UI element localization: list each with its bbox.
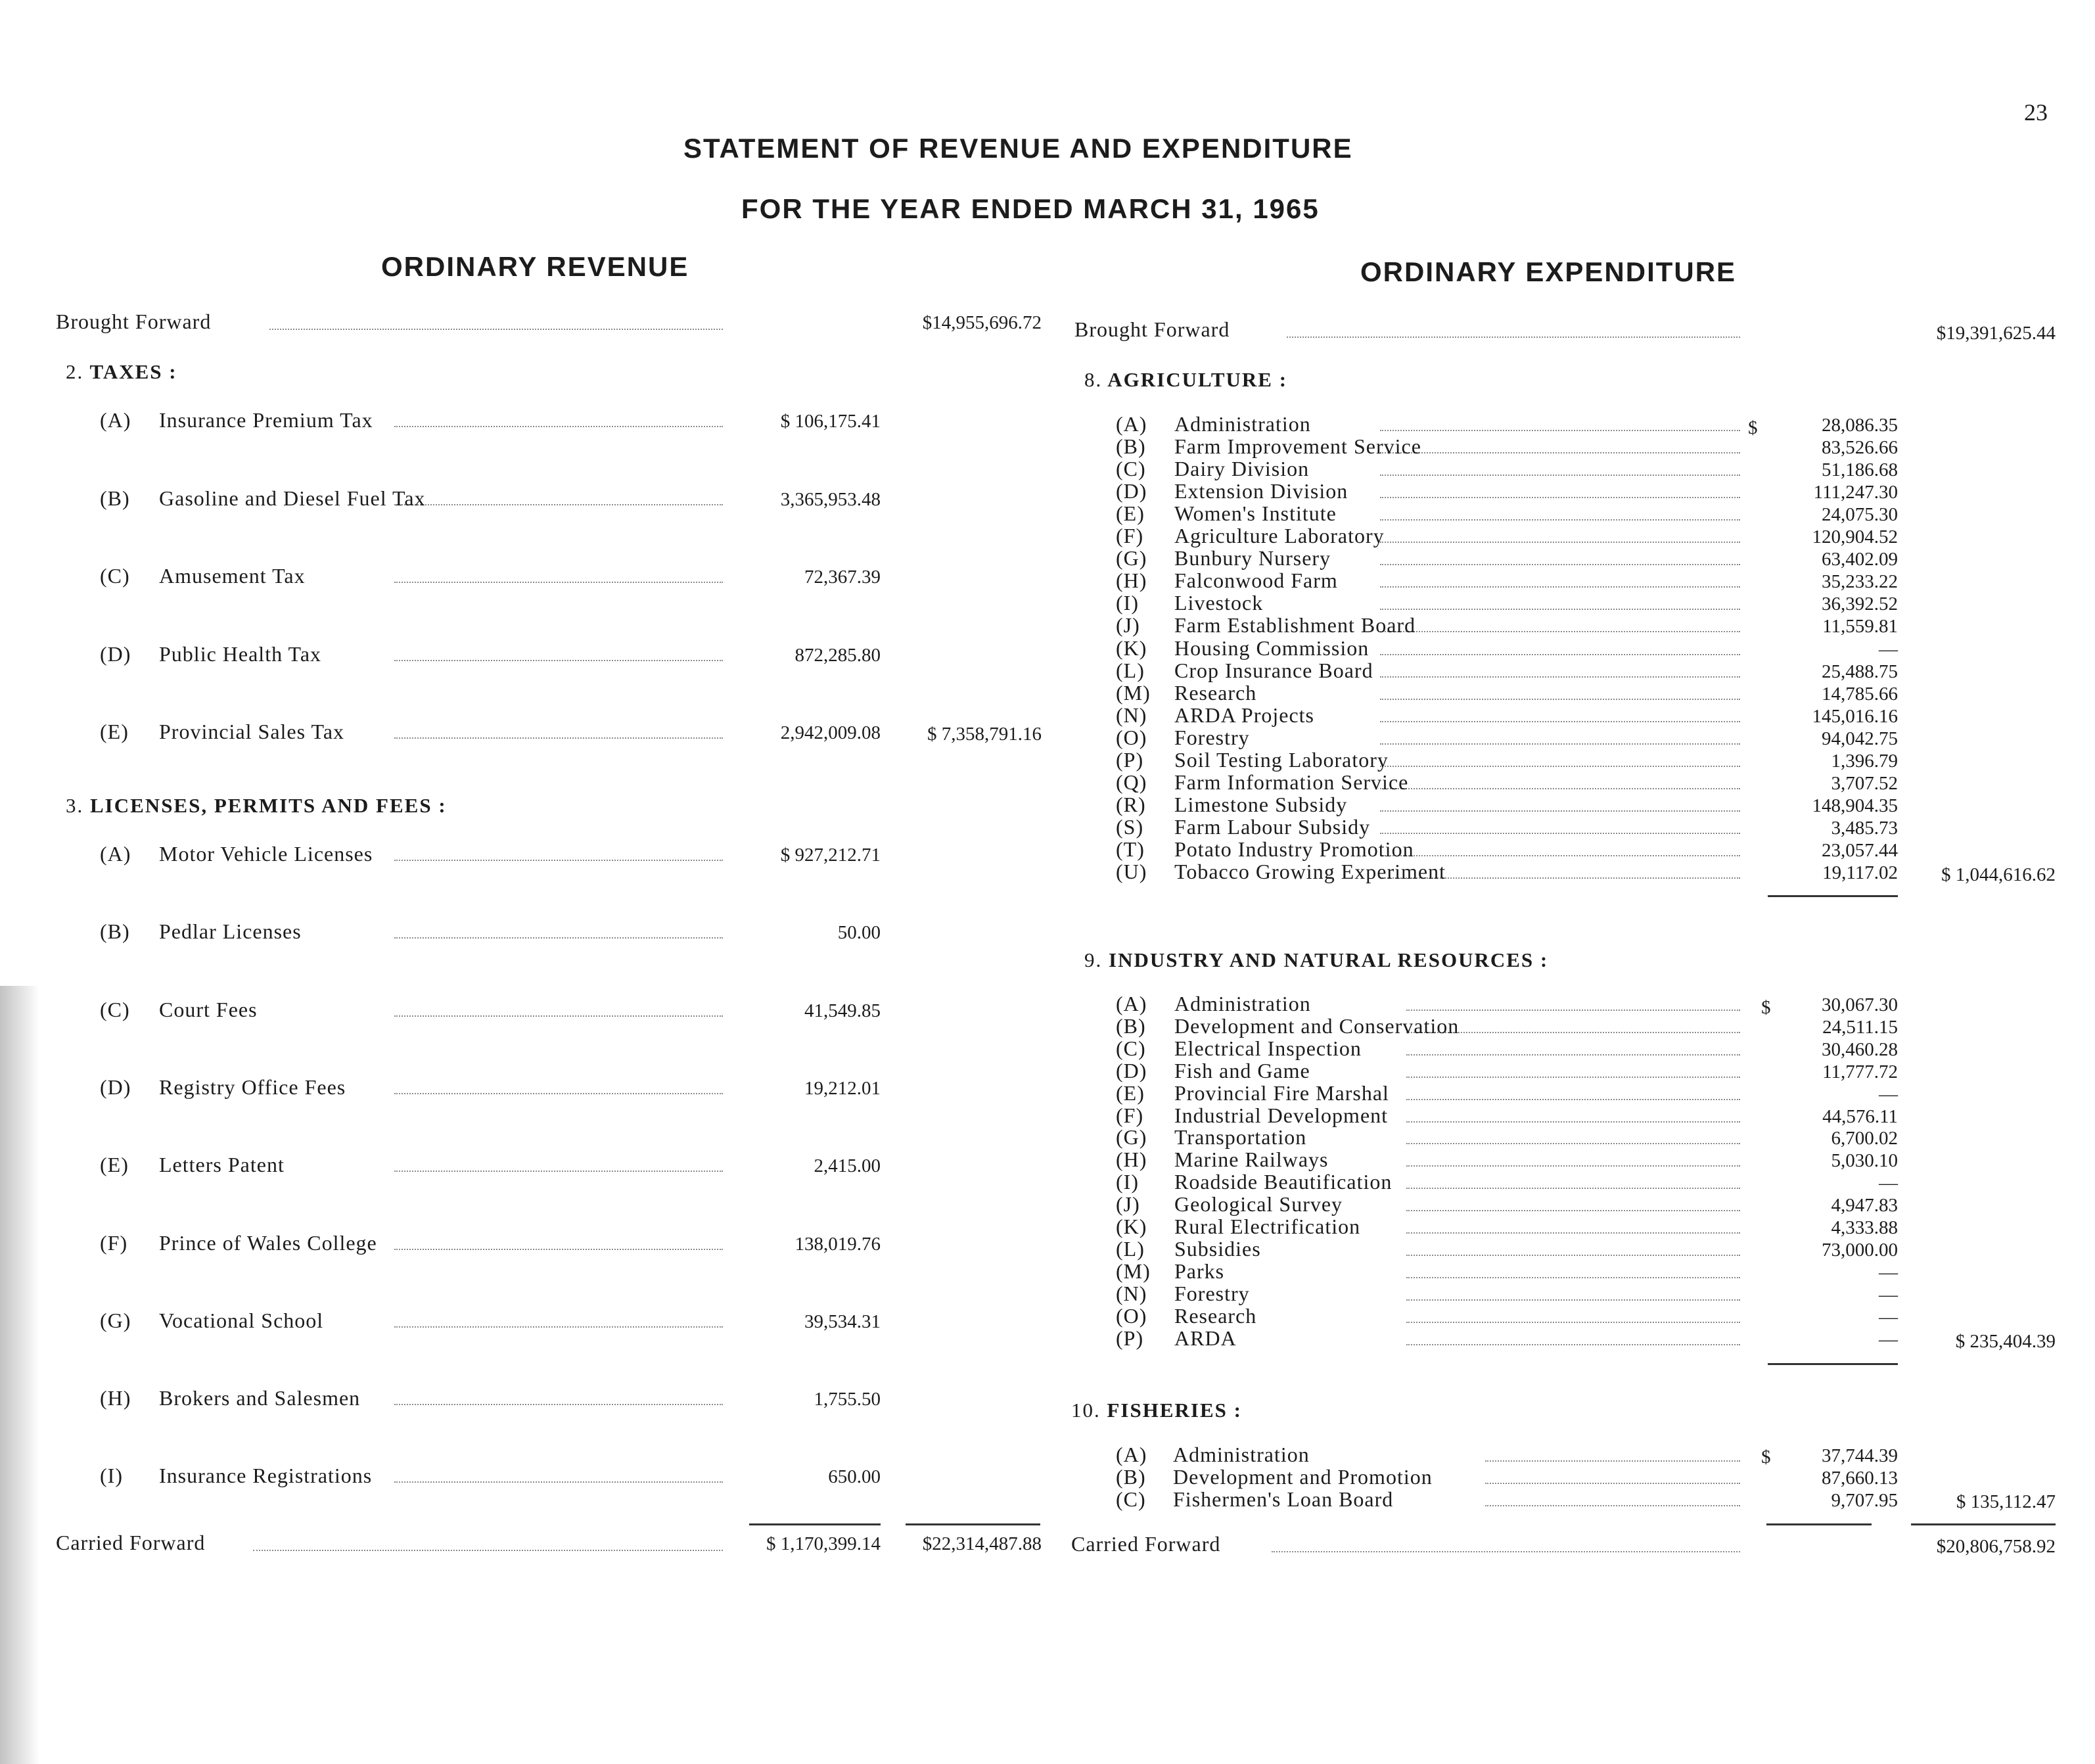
section-heading (66, 360, 177, 384)
item-code: (C) (100, 997, 130, 1021)
total-rule (1911, 1523, 2056, 1525)
dot-leader (1406, 1188, 1740, 1189)
item-code: (B) (100, 486, 130, 510)
dot-leader (1380, 743, 1740, 745)
dot-leader (394, 1249, 723, 1250)
item-code: (P) (1116, 747, 1144, 772)
item-amount: 37,744.39 (1822, 1445, 1898, 1466)
item-label: Parks (1174, 1259, 1225, 1283)
item-label: Court Fees (159, 997, 258, 1021)
item-code: (B) (1116, 1013, 1146, 1038)
item-label: Insurance Premium Tax (159, 408, 373, 432)
item-amount: 6,700.02 (1831, 1128, 1898, 1149)
dot-leader (1380, 676, 1740, 678)
dot-leader (1380, 855, 1740, 856)
item-code: (B) (1116, 434, 1146, 459)
item-code: (T) (1116, 837, 1145, 861)
dot-leader (394, 737, 723, 739)
dot-leader (394, 937, 723, 939)
dot-leader (1380, 699, 1740, 700)
revenue-carried-forward-label: Carried Forward (56, 1531, 206, 1554)
item-amount: 111,247.30 (1813, 482, 1898, 503)
section-total: $ 7,358,791.16 (927, 724, 1042, 745)
item-amount: 11,777.72 (1822, 1061, 1898, 1082)
item-code: (C) (1116, 1487, 1146, 1511)
expenditure-heading: ORDINARY EXPENDITURE (1360, 256, 1737, 287)
item-label: Gasoline and Diesel Fuel Tax (159, 486, 426, 510)
item-amount: — (1879, 1328, 1898, 1350)
section-heading (66, 794, 447, 818)
item-code: (F) (100, 1230, 128, 1255)
section-total: $ 235,404.39 (1955, 1331, 2056, 1352)
item-amount: 14,785.66 (1822, 683, 1898, 705)
item-label: Research (1174, 680, 1257, 705)
total-rule (906, 1523, 1040, 1525)
item-code: (N) (1116, 1281, 1147, 1305)
section-rule (1768, 1363, 1898, 1365)
item-label: Amusement Tax (159, 564, 306, 588)
item-label: Transportation (1174, 1125, 1307, 1149)
section-number: 10. (1071, 1399, 1101, 1422)
item-code: (Q) (1116, 770, 1147, 794)
item-code: (E) (100, 720, 129, 743)
item-label: Bunbury Nursery (1174, 546, 1331, 570)
revenue-carried-forward-subtotal: $ 1,170,399.14 (766, 1533, 881, 1554)
item-label: Farm Labour Subsidy (1174, 814, 1371, 839)
item-code: (A) (100, 408, 131, 432)
dot-leader (1406, 1121, 1740, 1123)
item-amount: 1,755.50 (814, 1389, 881, 1410)
dot-leader (269, 329, 723, 330)
item-amount: 30,460.28 (1822, 1038, 1898, 1060)
dot-leader (1406, 1344, 1740, 1345)
item-code: (A) (1116, 1443, 1147, 1466)
item-code: (A) (100, 842, 131, 866)
item-amount: 24,511.15 (1822, 1016, 1898, 1038)
item-label: Roadside Beautification (1174, 1170, 1393, 1194)
item-label: Letters Patent (159, 1153, 285, 1177)
dot-leader (1380, 654, 1740, 655)
item-amount: 23,057.44 (1822, 839, 1898, 861)
item-amount: — (1879, 1284, 1898, 1305)
item-label: Forestry (1174, 1281, 1250, 1305)
item-label: Development and Conservation (1174, 1013, 1460, 1038)
item-amount: 2,415.00 (814, 1155, 881, 1177)
item-label: Limestone Subsidy (1174, 792, 1348, 816)
item-code: (D) (1116, 1058, 1147, 1082)
dot-leader (1380, 586, 1740, 588)
dot-leader (394, 582, 723, 583)
dot-leader (1406, 1322, 1740, 1323)
item-label: Industrial Development (1174, 1103, 1389, 1127)
item-amount: 51,186.68 (1822, 459, 1898, 481)
item-amount: 19,212.01 (804, 1077, 881, 1099)
item-code: (U) (1116, 860, 1147, 883)
dot-leader (1380, 810, 1740, 812)
dot-leader (394, 504, 723, 505)
dot-leader (394, 860, 723, 861)
item-code: (H) (1116, 569, 1147, 593)
dot-leader (1380, 542, 1740, 543)
item-code: (H) (100, 1386, 131, 1410)
item-amount: — (1879, 1083, 1898, 1105)
item-code: (M) (1116, 1259, 1151, 1283)
item-code: (D) (100, 641, 131, 666)
section-number: 9. (1084, 948, 1103, 971)
section-title: LICENSES, PERMITS AND FEES : (90, 794, 447, 817)
item-amount: 50.00 (837, 922, 881, 944)
item-amount: 72,367.39 (804, 567, 881, 588)
item-label: Insurance Registrations (159, 1464, 373, 1488)
item-label: Fish and Game (1174, 1058, 1310, 1082)
expenditure-carried-forward-amount: $20,806,758.92 (1936, 1536, 2056, 1557)
item-amount: 145,016.16 (1812, 705, 1898, 727)
expenditure-brought-forward-amount: $19,391,625.44 (1936, 323, 2056, 344)
item-amount: 87,660.13 (1822, 1468, 1898, 1489)
dot-leader (1406, 1277, 1740, 1278)
item-label: Rural Electrification (1174, 1215, 1361, 1238)
item-code: (K) (1116, 636, 1147, 660)
item-code: (E) (100, 1153, 129, 1177)
dot-leader (1380, 609, 1740, 610)
item-code: (C) (1116, 457, 1146, 481)
dot-leader (1380, 833, 1740, 834)
item-amount: 3,365,953.48 (780, 488, 881, 510)
item-label: Farm Improvement Service (1174, 434, 1421, 459)
item-label: Housing Commission (1174, 636, 1370, 660)
item-code: (G) (1116, 546, 1147, 570)
item-amount: — (1879, 1261, 1898, 1283)
item-amount: 73,000.00 (1822, 1239, 1898, 1261)
item-code: (G) (100, 1308, 131, 1332)
item-amount: 35,233.22 (1822, 571, 1898, 593)
item-code: (B) (100, 919, 130, 944)
dot-leader (1272, 1551, 1740, 1552)
item-code: (A) (1116, 412, 1147, 436)
subtotal-rule (749, 1523, 881, 1525)
dot-leader (1485, 1505, 1740, 1506)
item-amount: 28,086.35 (1822, 415, 1898, 436)
item-code: (I) (100, 1464, 123, 1488)
item-code: (R) (1116, 792, 1146, 816)
dot-leader (1406, 1054, 1740, 1056)
dot-leader (1380, 519, 1740, 521)
section-total: $ 1,044,616.62 (1941, 864, 2056, 885)
item-amount: 148,904.35 (1812, 795, 1898, 816)
item-code: (J) (1116, 613, 1140, 638)
section-heading (1084, 368, 1287, 392)
item-label: Pedlar Licenses (159, 919, 302, 944)
item-amount: 39,534.31 (804, 1311, 881, 1332)
page-number: 23 (2024, 99, 2048, 126)
item-amount: 44,576.11 (1822, 1105, 1898, 1127)
item-code: (O) (1116, 1303, 1147, 1328)
item-label: Public Health Tax (159, 641, 322, 666)
item-label: Farm Establishment Board (1174, 613, 1416, 638)
item-amount: 2,942,009.08 (780, 722, 881, 743)
item-code: (I) (1116, 591, 1139, 615)
item-amount: 872,285.80 (794, 644, 881, 666)
item-label: Electrical Inspection (1174, 1036, 1362, 1060)
item-code: (D) (100, 1075, 131, 1099)
item-amount: 120,904.52 (1812, 526, 1898, 548)
item-label: Women's Institute (1174, 501, 1337, 526)
item-label: Vocational School (159, 1308, 324, 1332)
revenue-brought-forward-label: Brought Forward (56, 310, 212, 333)
item-code: (P) (1116, 1326, 1144, 1350)
item-code: (K) (1116, 1215, 1147, 1238)
item-amount: 3,707.52 (1831, 772, 1898, 794)
item-code: (B) (1116, 1465, 1146, 1489)
section-title: INDUSTRY AND NATURAL RESOURCES : (1109, 948, 1549, 971)
subtotal-rule (1766, 1523, 1872, 1525)
item-amount: 19,117.02 (1822, 862, 1898, 883)
expenditure-brought-forward-label: Brought Forward (1074, 317, 1230, 341)
dot-leader (394, 1404, 723, 1405)
dot-leader (1406, 1077, 1740, 1078)
item-amount: 94,042.75 (1822, 728, 1898, 749)
item-code: (L) (1116, 1236, 1145, 1261)
item-amount: 36,392.52 (1822, 593, 1898, 615)
item-code: (O) (1116, 725, 1147, 749)
dot-leader (1406, 1099, 1740, 1100)
item-amount: 11,559.81 (1822, 616, 1898, 638)
item-code: (L) (1116, 658, 1145, 682)
item-code: (D) (1116, 479, 1147, 503)
item-code: (N) (1116, 703, 1147, 727)
expenditure-carried-forward-label: Carried Forward (1071, 1532, 1221, 1556)
item-code: (C) (100, 564, 130, 588)
item-amount: 5,030.10 (1831, 1150, 1898, 1172)
item-label: Extension Division (1174, 479, 1348, 503)
item-label: Dairy Division (1174, 457, 1310, 481)
item-code: (F) (1116, 524, 1144, 548)
item-label: Tobacco Growing Experiment (1174, 860, 1446, 883)
item-code: (H) (1116, 1148, 1147, 1172)
item-amount: 30,067.30 (1822, 994, 1898, 1015)
section-title: AGRICULTURE : (1107, 368, 1288, 391)
item-label: Livestock (1174, 591, 1264, 615)
item-code: (J) (1116, 1192, 1140, 1217)
dot-leader (394, 1481, 723, 1483)
item-label: ARDA Projects (1174, 703, 1314, 727)
item-code: (I) (1116, 1170, 1139, 1194)
section-heading (1084, 948, 1548, 972)
dot-leader (1406, 1255, 1740, 1256)
item-amount: 4,333.88 (1831, 1217, 1898, 1238)
dot-leader (1380, 721, 1740, 722)
dot-leader (1380, 631, 1740, 632)
item-amount: 63,402.09 (1822, 549, 1898, 570)
item-label: Subsidies (1174, 1236, 1261, 1261)
item-amount: 1,396.79 (1831, 750, 1898, 772)
item-code: (C) (1116, 1036, 1146, 1060)
statement-title: STATEMENT OF REVENUE AND EXPENDITURE (683, 133, 1353, 164)
dot-leader (1380, 452, 1740, 453)
revenue-brought-forward-amount: $14,955,696.72 (922, 312, 1042, 333)
item-label: Falconwood Farm (1174, 569, 1338, 593)
item-amount: 9,707.95 (1831, 1490, 1898, 1511)
item-code: (F) (1116, 1103, 1144, 1127)
item-code: (A) (1116, 992, 1147, 1015)
dot-leader (1485, 1460, 1740, 1462)
item-code: (S) (1116, 814, 1144, 839)
item-label: Development and Promotion (1173, 1465, 1433, 1489)
section-number: 3. (66, 794, 84, 817)
section-title: TAXES : (89, 360, 177, 383)
item-amount: 83,526.66 (1822, 437, 1898, 459)
dot-leader (394, 660, 723, 661)
item-label: Agriculture Laboratory (1174, 524, 1385, 548)
item-amount: 138,019.76 (794, 1233, 881, 1255)
section-heading (1071, 1399, 1242, 1422)
item-label: Soil Testing Laboratory (1174, 747, 1389, 772)
item-label: Provincial Sales Tax (159, 720, 345, 743)
item-amount: 41,549.85 (804, 1000, 881, 1021)
item-label: Fishermen's Loan Board (1173, 1487, 1394, 1511)
item-label: Geological Survey (1174, 1192, 1343, 1217)
section-total: $ 135,112.47 (1956, 1491, 2056, 1512)
dot-leader (1406, 1299, 1740, 1301)
dot-leader (1380, 430, 1740, 431)
item-label: Crop Insurance Board (1174, 658, 1373, 682)
item-code: (M) (1116, 680, 1151, 705)
item-label: Brokers and Salesmen (159, 1386, 361, 1410)
item-label: Provincial Fire Marshal (1174, 1080, 1389, 1105)
item-amount: $ 927,212.71 (780, 845, 881, 866)
item-label: Potato Industry Promotion (1174, 837, 1414, 861)
item-label: Research (1174, 1303, 1257, 1328)
item-label: Farm Information Service (1174, 770, 1409, 794)
item-amount: — (1879, 1172, 1898, 1194)
dot-leader (1406, 1210, 1740, 1211)
item-amount: 24,075.30 (1822, 504, 1898, 526)
revenue-heading: ORDINARY REVENUE (381, 251, 689, 282)
dot-leader (1380, 564, 1740, 565)
currency-symbol: $ (1748, 417, 1758, 438)
currency-symbol: $ (1761, 997, 1771, 1018)
revenue-carried-forward-amount: $22,314,487.88 (922, 1533, 1042, 1554)
dot-leader (394, 1326, 723, 1328)
dot-leader (394, 1093, 723, 1094)
section-number: 8. (1084, 368, 1103, 391)
dot-leader (1406, 1010, 1740, 1011)
item-amount: $ 106,175.41 (780, 411, 881, 432)
item-amount: 650.00 (828, 1466, 881, 1488)
item-label: Prince of Wales College (159, 1230, 377, 1255)
item-label: Administration (1174, 412, 1311, 436)
item-label: Marine Railways (1174, 1148, 1329, 1172)
dot-leader (1406, 1232, 1740, 1234)
dot-leader (1406, 1143, 1740, 1144)
dot-leader (1485, 1483, 1740, 1484)
statement-subtitle: FOR THE YEAR ENDED MARCH 31, 1965 (741, 193, 1320, 224)
item-label: Motor Vehicle Licenses (159, 842, 373, 866)
item-label: Administration (1173, 1443, 1310, 1466)
dot-leader (1380, 766, 1740, 767)
item-label: Forestry (1174, 725, 1250, 749)
dot-leader (1287, 337, 1740, 338)
currency-symbol: $ (1761, 1447, 1771, 1468)
item-amount: — (1879, 1306, 1898, 1328)
item-amount: 25,488.75 (1822, 661, 1898, 682)
item-code: (E) (1116, 1080, 1145, 1105)
item-label: Registry Office Fees (159, 1075, 346, 1099)
dot-leader (1380, 788, 1740, 789)
dot-leader (1380, 475, 1740, 476)
dot-leader (394, 1171, 723, 1172)
item-label: ARDA (1174, 1326, 1237, 1350)
item-label: Administration (1174, 992, 1311, 1015)
section-number: 2. (66, 360, 84, 383)
dot-leader (1380, 497, 1740, 498)
item-amount: — (1879, 638, 1898, 660)
item-amount: 3,485.73 (1831, 817, 1898, 839)
section-title: FISHERIES : (1107, 1399, 1242, 1422)
section-rule (1768, 895, 1898, 897)
item-amount: 4,947.83 (1831, 1195, 1898, 1217)
dot-leader (1406, 1165, 1740, 1167)
page-edge-shadow (0, 986, 39, 1764)
dot-leader (253, 1550, 723, 1551)
dot-leader (394, 426, 723, 427)
item-code: (G) (1116, 1125, 1147, 1149)
dot-leader (394, 1015, 723, 1017)
item-code: (E) (1116, 501, 1145, 526)
